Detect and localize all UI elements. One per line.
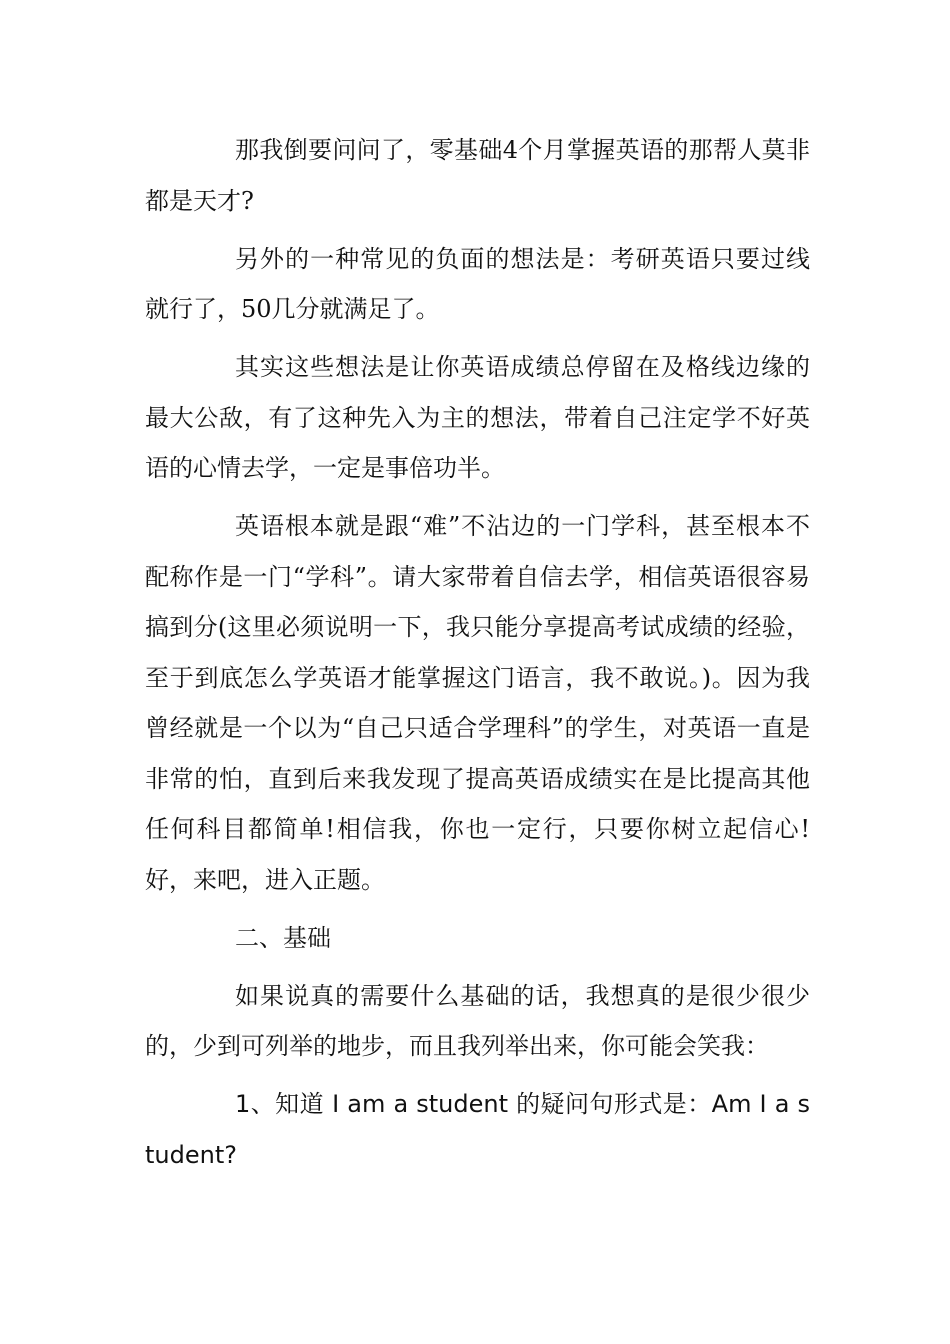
paragraph-english-not-hard: 英语根本就是跟“难”不沾边的一门学科，甚至根本不配称作是一门“学科”。请大家带着自信去学，相信英语很容易搞到分(这里必须说明一下，我只能分享提高考试成绩的经验，至于到底怎么学英语才能掌握这门语言，我不敢说。)。因为我曾经就是一个以为“自己只适合学理科”的学生，对英语一直是非常的怕，直到后来我发现了提高英语成绩实在是比提高其他任何科目都简单!相信我，你也一定行，只要你树立起信心!好，来吧，进入正题。 (145, 512, 810, 894)
paragraph-talent-question: 那我倒要问问了，零基础4个月掌握英语的那帮人莫非都是天才? (145, 136, 810, 215)
section-heading-basics: 二、基础 (235, 923, 331, 952)
paragraph-basics-intro: 如果说真的需要什么基础的话，我想真的是很少很少的，少到可列举的地步，而且我列举出来，你可能会笑我： (145, 981, 810, 1060)
list-item-1: 1、知道 I am a student 的疑问句形式是：Am I a student? (145, 1090, 810, 1169)
paragraph-negative-thought: 另外的一种常见的负面的想法是：考研英语只要过线就行了，50几分就满足了。 (145, 244, 810, 323)
paragraph-biggest-enemy: 其实这些想法是让你英语成绩总停留在及格线边缘的最大公敌，有了这种先入为主的想法，带着自己注定学不好英语的心情去学，一定是事倍功半。 (145, 353, 810, 482)
document-body (145, 125, 810, 1188)
